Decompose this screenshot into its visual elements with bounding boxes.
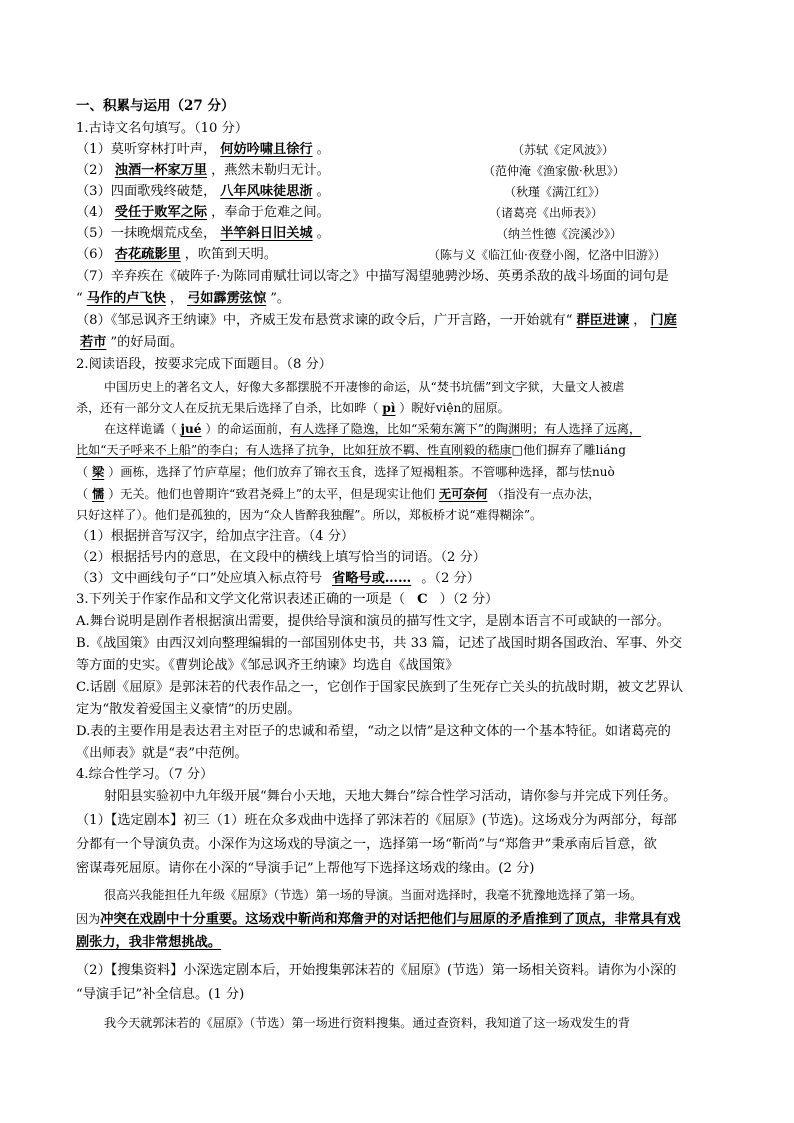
passage-line: 比如“天子呼来不上船”的李白；有人选择了抗争，比如狂放不羁、性直刚毅的嵇康□他们摒弃了雕liáng [76,443,626,457]
answer: 门庭 [650,313,677,328]
answer: 梁 [92,465,105,479]
passage-line: （ 梁 ）画栋，选择了竹庐草屋；他们放弃了锦衣玉食，选择了短褐粗茶。不管哪种选择，都与怯nuò [76,465,615,479]
passage-line: 在这样诡谲（ jué ）的命运面前，有人选择了隐逸，比如“采菊东篱下”的陶渊明；有人选择了远离， [104,422,642,436]
q2-title: 2.阅读语段，按要求完成下面题目。（8 分） [76,357,332,372]
passage-line: 杀，还有一部分文人在反抗无果后选择了自杀，比如晔（ pì ）睨好viện的屈原。 [76,401,510,415]
q2-sub-2: （2）根据括号内的意思，在文段中的横线上填写恰当的词语。（2 分） [76,550,486,565]
q1-item-2: （2） 浊酒一杯家万里 ，燕然未勒归无计。 [76,163,330,178]
q3-title: 3.下列关于作家作品和文学文化常识表述正确的一项是（ C ）（2 分） [76,592,499,607]
answer: 弓如霹雳弦惊 [187,291,267,306]
source-3: （秋瑾《满江红》） [504,185,607,199]
q1-item-6: （6） 杏花疏影里 ，吹笛到天明。 [76,247,278,262]
option-b-line1: B.《战国策》由西汉刘向整理编辑的一部国别体史书，共 33 篇，记述了战国时期各国政治、军事、外交 [76,636,683,651]
passage-line: 只好这样了）。他们是孤独的，因为“众人皆醉我独醒”。所以，郑板桥才说“难得糊涂”。 [76,508,543,522]
q1-item-7-line2: “ 马作的卢飞快 ， 弓如霹雳弦惊 ”。 [76,291,291,306]
q4-intro: 射阳县实验初中九年级开展“舞台小天地，天地大舞台”综合性学习活动，请你参与并完成下列任务。 [104,789,677,804]
answer: 懦 [92,487,105,501]
q1-title: 1.古诗文名句填写。（10 分） [76,121,249,136]
answer: pì [382,401,396,415]
director-note-line: 很高兴我能担任九年级《屈原》（节选）第一场的导演。当面对选择时，我毫不犹豫地选择了第一场。 [104,888,643,902]
q1-item-5: （5）一抹晚烟荒戍垒， 半竿斜日旧关城 。 [76,226,330,241]
q4-s1-line3: 密谋毒死屈原。请你在小深的“导演手记”上帮他写下选择这场戏的缘由。(2 分) [76,861,535,876]
answer: 群臣进谏 [576,313,630,328]
answer: 八年风味徒思浙 [220,184,313,199]
q4-title: 4.综合性学习。（7 分） [76,767,214,782]
q1-item-4: （4） 受任于败军之际 ，奉命于危难之间。 [76,205,330,220]
q1-item-8-line2: 若市 ”的好局面。 [76,333,183,353]
answer: 半竿斜日旧关城 [220,226,313,241]
answer: 浊酒一杯家万里 [114,163,208,178]
answer: 无可奈何 [439,487,488,501]
director-note-line: 因为冲突在戏剧中十分重要。这场戏中靳尚和郑詹尹的对话把他们与屈原的矛盾推到了顶点，非常具有戏 [76,912,681,927]
q1-item-3: （3）四面歌残终破楚， 八年风味徒思浙 。 [76,184,330,199]
director-note-line [76,933,221,953]
option-a: A.舞台说明是剧作者根据演出需要，提供给导演和演员的描写性文字，是剧本语言不可或缺的一部分。 [76,614,670,629]
q4-s2-line2: “导演手记”补全信息。(1 分) [76,987,245,1002]
answer: 马作的卢飞快 [86,291,166,306]
passage-line: 中国历史上的著名文人，好像大多都摆脱不开凄惨的命运，从“焚书坑儒”到文字狱，大量文人被虐 [104,380,625,394]
q1-item-7-line1: （7）辛弃疾在《破阵子·为陈同甫赋壮词以寄之》中描写渴望驰骋沙场、英勇杀敌的战斗场面的词句是 [76,269,669,284]
q2-sub-1: （1）根据拼音写汉字，给加点字注音。（4 分） [76,529,355,544]
passage-line: （ 懦 ）无关。他们也曾期许“致君尧舜上”的太平，但是现实让他们 无可奈何 （指没有一点办法， [76,487,601,501]
answer: 若市 [80,335,107,350]
option-d-line1: D.表的主要作用是表达君主对臣子的忠诚和希望，“动之以情”是这种文体的一个基本特征。如诸葛亮的 [76,724,671,739]
source-5: （纳兰性德《浣溪沙》） [496,227,623,241]
answer: 剧张力，我非常想挑战。 [76,935,222,950]
source-6: （陈与义《临江仙·夜登小阁，忆洛中旧游》） [428,248,666,262]
answer: 省略号或…… [332,571,412,586]
q1-item-1: （1）莫听穿林打叶声， 何妨吟啸且徐行 。 [76,142,330,157]
q4-s1-line2: 分都有一个导演负责。小深作为这场戏的导演之一，选择第一场“靳尚”与“郑詹尹”秉承南后旨意，欲 [76,837,657,852]
q2-sub-3: （3）文中画线句子“口”处应填入标点符号 省略号或…… 。（2 分） [76,571,480,586]
director-note-line: 我今天就郭沫若的《屈原》（节选）第一场进行资料搜集。通过查资料，我知道了这一场戏发生的背 [104,1016,631,1030]
answer: C [417,592,428,607]
section-title: 一、积累与运用（27 分） [76,98,235,114]
option-b-line2: 等方面的史实。《曹刿论战》《邹忌讽齐王纳谏》均选自《战国策》 [76,658,459,673]
option-c-line1: C.话剧《屈原》是郭沫若的代表作品之一，它创作于国家民族到了生死存亡关头的抗战时期，被文艺界认 [76,680,684,695]
answer: 受任于败军之际 [114,205,208,220]
source-4: （诸葛亮《出师表》） [489,206,604,220]
source-1: （苏轼《定风波》） [512,143,615,157]
q1-item-8-line1: （8）《邹忌讽齐王纳谏》中，齐威王发布悬赏求谏的政令后，广开言路，一开始就有“ 群臣进谏 ， 门庭 [76,311,681,331]
answer: 何妨吟啸且徐行 [220,142,313,157]
q4-s2-line1: （2）【搜集资料】小深选定剧本后，开始搜集郭沫若的《屈原》(节选）第一场相关资料。请你为小深的 [76,963,677,978]
answer: 冲突在戏剧中十分重要。这场戏中靳尚和郑詹尹的对话把他们与屈原的矛盾推到了顶点，非常具有戏 [100,912,681,927]
source-2: （范仲淹《渔家傲·秋思》） [483,164,625,178]
option-c-line2: 定为“散发着爱国主义豪情”的历史剧。 [76,702,301,717]
answer: jué [180,422,202,436]
answer: 杏花疏影里 [114,247,181,262]
q4-s1-line1: （1）【选定剧本】初三（1）班在众多戏曲中选择了郭沫若的《屈原》(节选)。这场戏分为两部分，每部 [76,813,677,828]
option-d-line2: 《出师表》就是“表”中范例。 [76,746,248,761]
